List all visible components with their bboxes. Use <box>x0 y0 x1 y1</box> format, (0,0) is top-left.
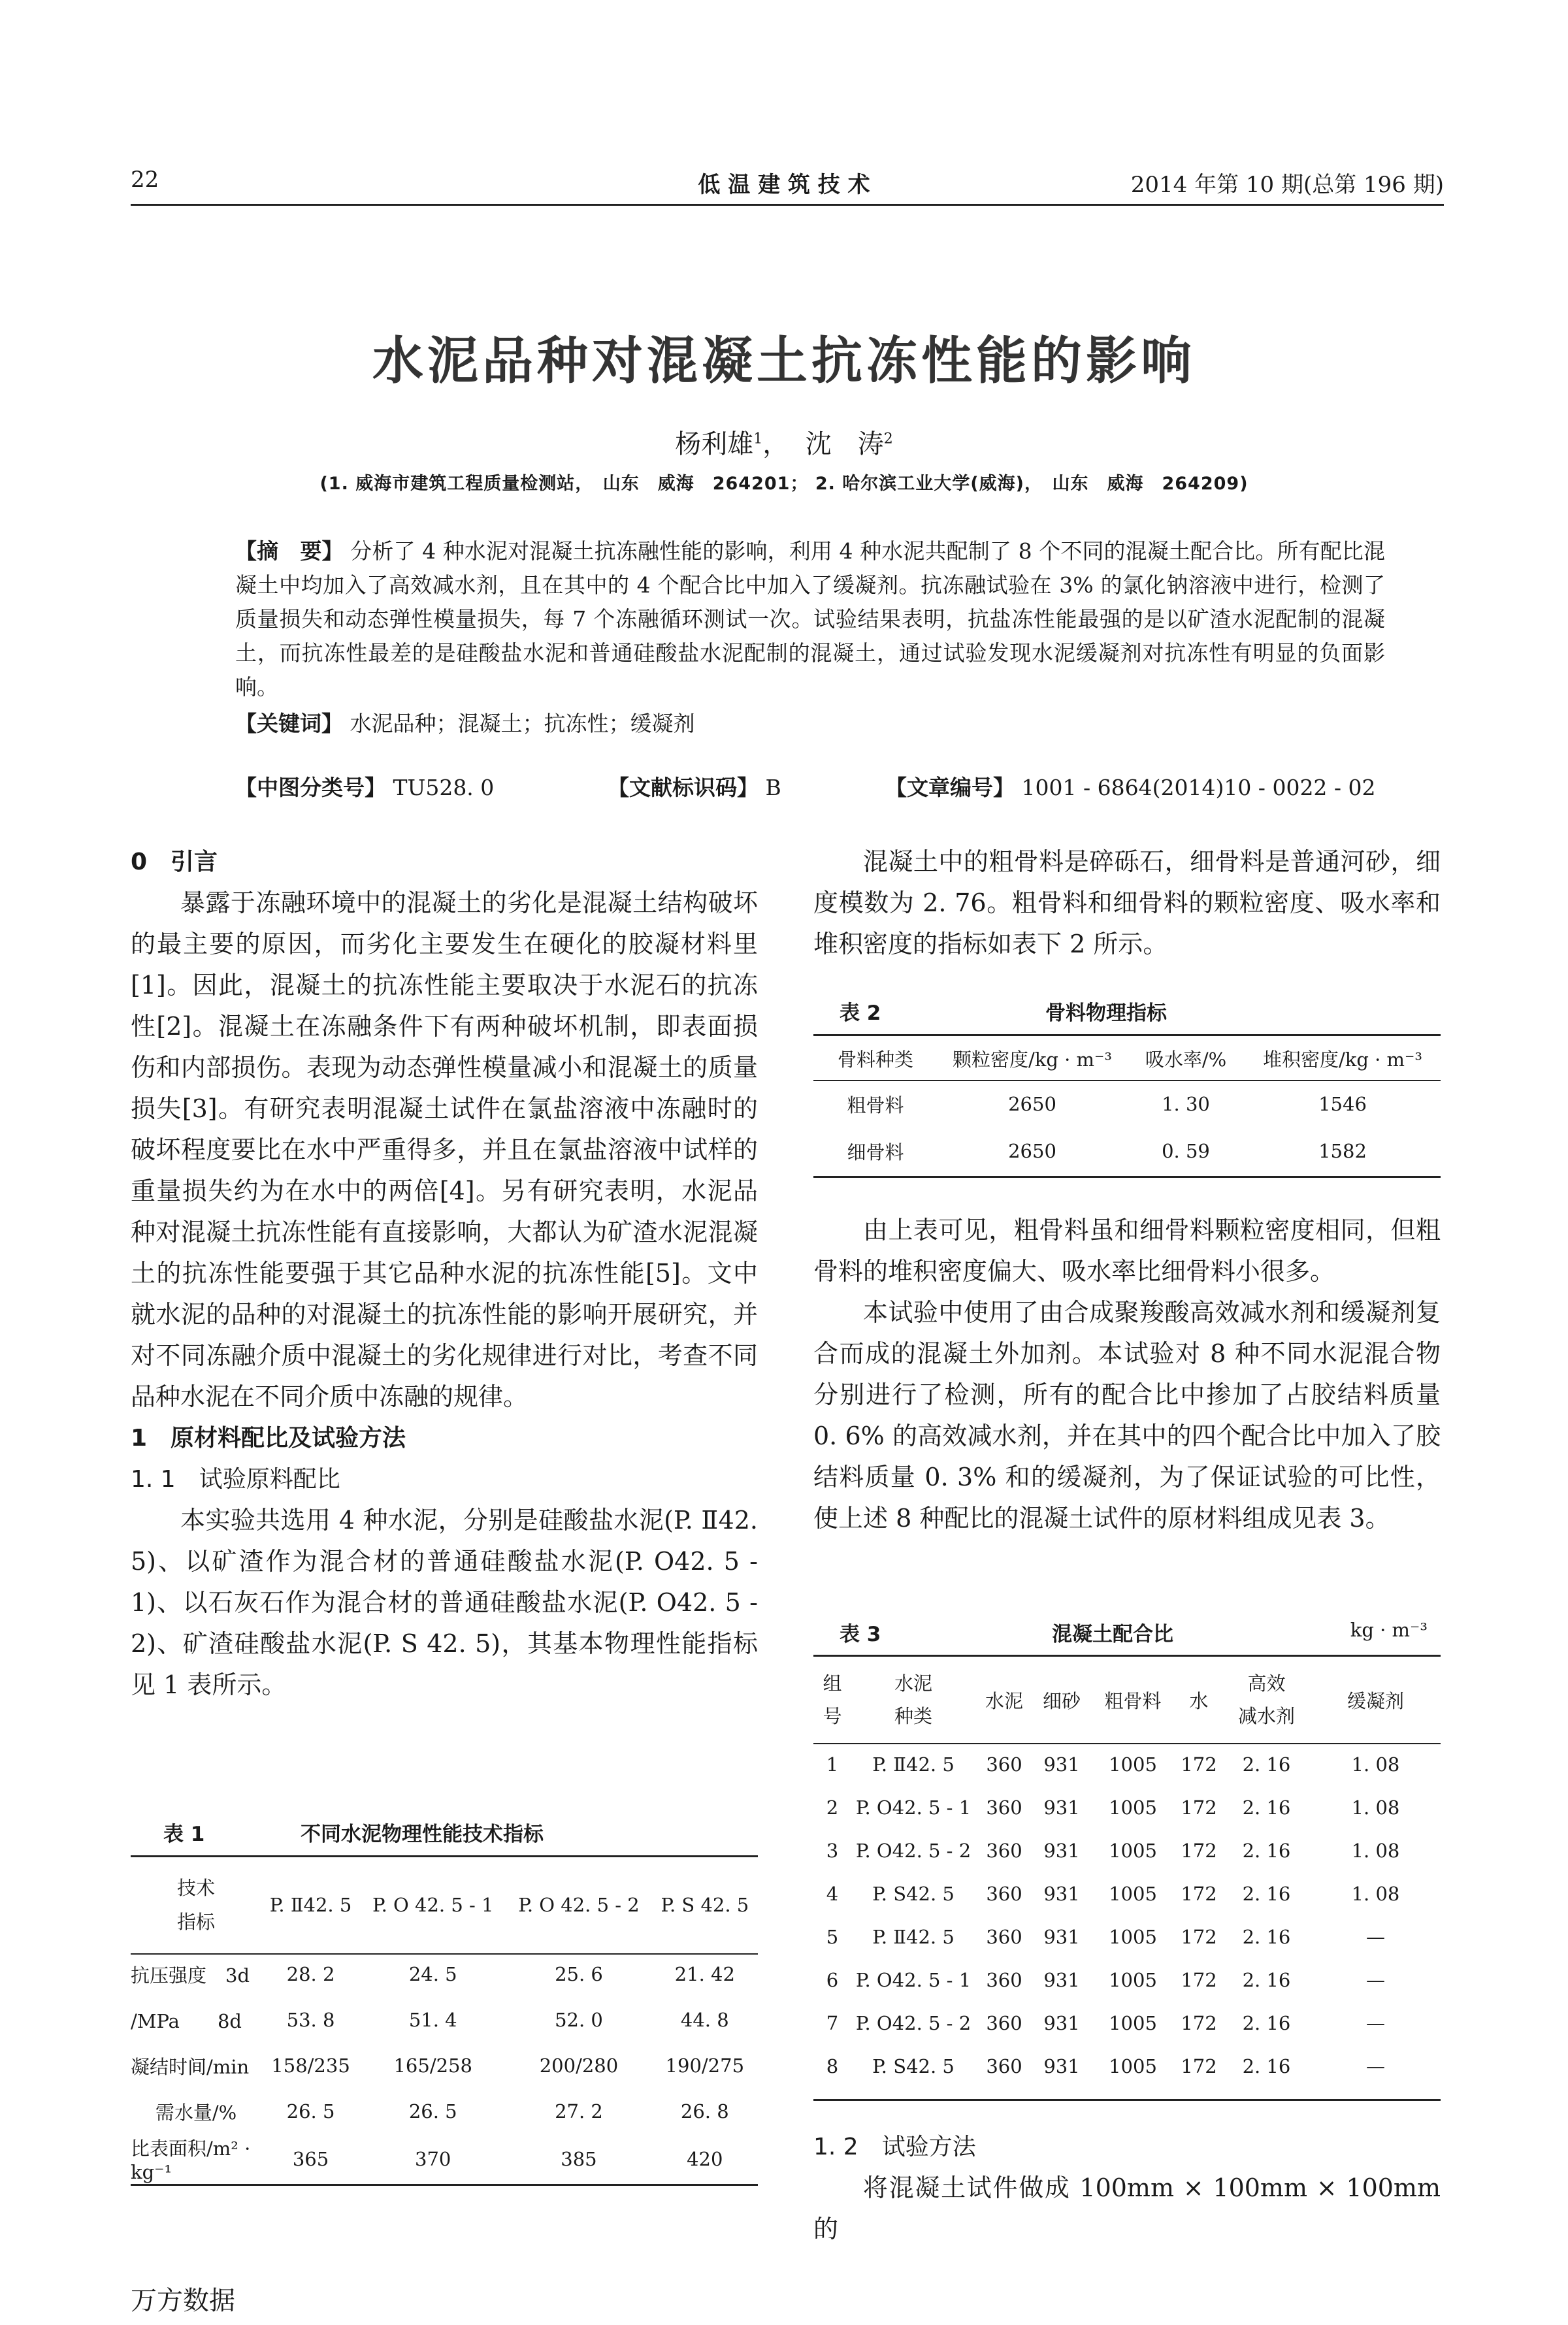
table3-cell: 2. 16 <box>1242 1753 1291 1776</box>
table3-cell: 1005 <box>1109 1926 1157 1948</box>
table3-cell: P. O42. 5 - 1 <box>855 1969 972 1991</box>
table3-cell: 7 <box>826 2012 839 2034</box>
clc <box>235 771 494 802</box>
table3-header-line: 组 <box>823 1672 842 1695</box>
table2-cell: 2650 <box>1008 1093 1056 1115</box>
table3-cell: P. Ⅱ42. 5 <box>872 1926 955 1948</box>
table1-header-row <box>131 1859 758 1951</box>
table1-item-header-2: 指标 <box>176 1911 215 1933</box>
table3-cell: — <box>1366 1926 1385 1948</box>
table3-cell: 1 <box>826 1753 839 1776</box>
table2 <box>813 1036 1441 1175</box>
table1-cell: 165/258 <box>393 2055 472 2077</box>
table1-cell: 27. 2 <box>555 2100 603 2122</box>
table3-header-line: 号 <box>823 1705 842 1727</box>
section-1-2-heading: 1. 2 试验方法 <box>813 2134 976 2160</box>
table3-cell: 4 <box>826 1883 839 1905</box>
table2-cell: 粗骨料 <box>847 1094 904 1116</box>
table3-cell: 931 <box>1043 1753 1080 1776</box>
table3-cell: 2. 16 <box>1242 1797 1291 1819</box>
table-row <box>131 2089 758 2134</box>
table3-cell: P. O42. 5 - 1 <box>855 1797 972 1819</box>
doc-code-label: 【文献标识码】 <box>608 775 759 800</box>
table3-cell: 2 <box>826 1797 839 1819</box>
table3-header <box>1222 1657 1311 1743</box>
table3-cell: 172 <box>1181 1753 1217 1776</box>
table3-cell: 2. 16 <box>1242 2012 1291 2034</box>
table1-item-header-1: 技术 <box>176 1877 215 1899</box>
table-row <box>813 1872 1441 1915</box>
table2-number: 表 2 <box>840 1001 881 1025</box>
abstract-label: 【摘 要】 <box>235 538 344 564</box>
journal-name: 低 温 建 筑 技 术 <box>698 172 870 198</box>
table1-top-rule <box>131 1855 758 1857</box>
table3-cell: 360 <box>986 1753 1022 1776</box>
table1-cell: 28. 2 <box>286 1963 335 1985</box>
table2-header-row <box>813 1036 1441 1081</box>
page-number: 22 <box>131 167 159 193</box>
table-row <box>131 2043 758 2089</box>
table3-header-line: 种类 <box>894 1705 932 1727</box>
table3-header: 水泥 <box>985 1689 1023 1712</box>
article-number-value: 1001 - 6864(2014)10 - 0022 - 02 <box>1021 775 1376 800</box>
doc-code-value: B <box>765 775 781 800</box>
table3-header: 缓凝剂 <box>1347 1689 1404 1712</box>
table1-cell: 370 <box>415 2147 451 2170</box>
section-1-heading: 1 原材料配比及试验方法 <box>131 1425 406 1452</box>
table3-cell: 931 <box>1043 1840 1080 1862</box>
table3-header-line: 水泥 <box>894 1672 932 1695</box>
table1-row-label: 凝结时间/min <box>131 2055 250 2078</box>
table3-cell: P. O42. 5 - 2 <box>855 2012 972 2034</box>
table1-cell: 24. 5 <box>408 1963 457 1985</box>
right-column-bottom <box>813 2126 1441 2250</box>
table1-cell: 190/275 <box>665 2055 745 2077</box>
table1-header: P. S 42. 5 <box>661 1894 749 1916</box>
table-row <box>813 1959 1441 2002</box>
table2-title: 骨料物理指标 <box>1045 1001 1167 1025</box>
table3-cell: 172 <box>1181 1797 1217 1819</box>
table3-header-line: 高效 <box>1247 1672 1286 1695</box>
table1-cell: 200/280 <box>539 2055 619 2077</box>
table1-cell: 26. 5 <box>286 2100 335 2122</box>
table1-cell: 26. 8 <box>680 2100 729 2122</box>
intro-paragraph: 暴露于冻融环境中的混凝土的劣化是混凝土结构破坏的最主要的原因，而劣化主要发生在硬化的胶凝材料里[1]。因此，混凝土的抗冻性能主要取决于水泥石的抗冻性[2]。混凝土在冻融条件下有两种破坏机制，即表面损伤和内部损伤。表现为动态弹性模量减小和混凝土的质量损失[3]。有研究表明混凝土试件在氯盐溶液中冻融时的破坏程度要比在水中严重得多，并且在氯盐溶液中试样的重量损失约为在水中的两倍[4]。另有研究表明，水泥品种对混凝土抗冻性能有直接影响，大都认为矿渣水泥混凝土的抗冻性能要强于其它品种水泥的抗冻性能[5]。文中就水泥的品种的对混凝土的抗冻性能的影响开展研究，并对不同冻融介质中混凝土的劣化规律进行对比，考查不同品种水泥在不同介质中冻融的规律。 <box>131 888 758 1411</box>
table1-row-label: 需水量/% <box>155 2101 237 2124</box>
table1-row-label: /MPa 8d <box>131 2009 242 2032</box>
abstract <box>235 534 1385 741</box>
table1-row-label: 抗压强度 3d <box>131 1964 250 1987</box>
table3-bottom-rule <box>813 2099 1441 2101</box>
table3-header-line: 减水剂 <box>1237 1705 1295 1727</box>
table-row <box>813 1743 1441 1786</box>
table3-cell: 2. 16 <box>1242 1883 1291 1905</box>
table-row <box>813 1829 1441 1872</box>
table-row <box>813 2002 1441 2045</box>
table3-cell: 3 <box>826 1840 839 1862</box>
table3-cell: 1005 <box>1109 2012 1157 2034</box>
table3-cell: 931 <box>1043 1797 1080 1819</box>
article-title: 水泥品种对混凝土抗冻性能的影响 <box>372 332 1196 391</box>
table-row <box>131 1951 758 1997</box>
aggregate-comparison-paragraph: 由上表可见，粗骨料虽和细骨料颗粒密度相同，但粗骨料的堆积密度偏大、吸水率比细骨料小很多。 <box>813 1216 1441 1286</box>
table2-header: 吸水率/% <box>1145 1048 1227 1071</box>
table3-cell: 1005 <box>1109 2055 1157 2077</box>
table3-cell: 172 <box>1181 2055 1217 2077</box>
table1-number: 表 1 <box>163 1823 205 1846</box>
table3-cell: 931 <box>1043 2012 1080 2034</box>
keywords-label: 【关键词】 <box>235 711 343 736</box>
table3-cell: 1005 <box>1109 1969 1157 1991</box>
table1-cell: 53. 8 <box>286 2009 335 2031</box>
table2-cell: 1546 <box>1318 1093 1367 1115</box>
table2-header: 颗粒密度/kg · m⁻³ <box>953 1048 1112 1071</box>
table3-header: 粗骨料 <box>1104 1689 1162 1712</box>
table-row <box>813 1081 1441 1128</box>
table-row <box>813 1786 1441 1829</box>
table3-cell: 6 <box>826 1969 839 1991</box>
author-1: 杨利雄 <box>675 429 754 459</box>
table-row <box>131 2134 758 2183</box>
table1-cell: 25. 6 <box>555 1963 603 1985</box>
clc-label: 【中图分类号】 <box>235 775 386 800</box>
table3-cell: 1. 08 <box>1351 1883 1400 1905</box>
table3-cell: P. S42. 5 <box>872 1883 955 1905</box>
table3-cell: 1. 08 <box>1351 1797 1400 1819</box>
table3-cell: — <box>1366 2055 1385 2077</box>
right-column-middle <box>813 1210 1441 1539</box>
keywords <box>235 707 1385 741</box>
table3-cell: 2. 16 <box>1242 2055 1291 2077</box>
table3-cell: 172 <box>1181 1840 1217 1862</box>
header-rule <box>131 204 1444 206</box>
table3 <box>813 1657 1441 2088</box>
table3-cell: 1005 <box>1109 1753 1157 1776</box>
table3-cell: 1005 <box>1109 1883 1157 1905</box>
table3-cell: 172 <box>1181 1969 1217 1991</box>
table3-cell: 931 <box>1043 1969 1080 1991</box>
table3-header <box>813 1657 851 1743</box>
table1-item-header <box>131 1859 261 1951</box>
table3-cell: — <box>1366 2012 1385 2034</box>
table3-cell: 360 <box>986 1969 1022 1991</box>
table1-header: P. O 42. 5 - 1 <box>372 1894 494 1916</box>
section-1-1-heading: 1. 1 试验原料配比 <box>131 1466 340 1493</box>
table1-cell: 365 <box>292 2147 329 2170</box>
table3-cell: 2. 16 <box>1242 1969 1291 1991</box>
affiliation: (1. 威海市建筑工程质量检测站， 山东 威海 264201； 2. 哈尔滨工业大学(威海)， 山东 威海 264209) <box>319 474 1249 494</box>
table3-cell: 1005 <box>1109 1797 1157 1819</box>
table2-bottom-rule <box>813 1176 1441 1178</box>
table3-cell: 360 <box>986 1883 1022 1905</box>
table3-cell: 360 <box>986 2012 1022 2034</box>
table3-cell: 172 <box>1181 2012 1217 2034</box>
table2-cell: 1582 <box>1318 1140 1367 1162</box>
table3-title: 混凝土配合比 <box>1052 1623 1173 1646</box>
author-2-sup: 2 <box>883 431 893 447</box>
table3-cell: 1005 <box>1109 1840 1157 1862</box>
article-number-label: 【文章编号】 <box>885 775 1015 800</box>
author-1-sup: 1 <box>753 431 763 447</box>
table3-header <box>851 1657 975 1743</box>
table3-cell: 172 <box>1181 1926 1217 1948</box>
table2-cell: 2650 <box>1008 1140 1056 1162</box>
table1-cell: 51. 4 <box>408 2009 457 2031</box>
table2-cell: 0. 59 <box>1162 1140 1210 1162</box>
author-2: 沈 涛 <box>805 429 884 459</box>
right-column-top <box>813 841 1441 965</box>
table3-cell: — <box>1366 1969 1385 1991</box>
table1-header: P. Ⅱ42. 5 <box>269 1894 352 1916</box>
table1-cell: 158/235 <box>271 2055 350 2077</box>
abstract-text: 分析了 4 种水泥对混凝土抗冻融性能的影响，利用 4 种水泥共配制了 8 个不同的混凝土配合比。所有配比混凝土中均加入了高效减水剂，且在其中的 4 个配合比中加入了缓凝剂。抗冻融试验在 3% 的氯化钠溶液中进行，检测了质量损失和动态弹性模量损失，每 7 个冻融循环测试一次。试验结果表明，抗盐冻性能最强的是以矿渣水泥配制的混凝土，而抗冻性最差的是硅酸盐水泥和普通硅酸盐水泥配制的混凝土，通过试验发现水泥缓凝剂对抗冻性有明显的负面影响。 <box>235 538 1385 700</box>
table3-cell: 360 <box>986 1840 1022 1862</box>
table1-bottom-rule <box>131 2184 758 2186</box>
table1-cell: 44. 8 <box>680 2009 729 2031</box>
table1-cell: 21. 42 <box>674 1963 735 1985</box>
table-row <box>813 1915 1441 1959</box>
admixture-paragraph: 本试验中使用了由合成聚羧酸高效减水剂和缓凝剂复合而成的混凝土外加剂。本试验对 8 种不同水泥混合物分别进行了检测，所有的配合比中掺加了占胶结料质量 0. 6% 的高效减水剂，并在其中的四个配合比中加入了胶结料质量 0. 3% 和的缓凝剂，为了保证试验的可比性，使上述 8 种配比的混凝土试件的原材料组成见表 3。 <box>813 1298 1441 1533</box>
table1 <box>131 1859 758 2183</box>
table1-cell: 420 <box>687 2147 723 2170</box>
authors: 杨利雄$^1$， 沈 涛$^2$ <box>675 429 893 459</box>
table3-cell: 8 <box>826 2055 839 2077</box>
aggregate-paragraph: 混凝土中的粗骨料是碎砾石，细骨料是普通河砂，细度模数为 2. 76。粗骨料和细骨料的颗粒密度、吸水率和堆积密度的指标如表下 2 所示。 <box>813 847 1441 958</box>
table3-cell: 360 <box>986 2055 1022 2077</box>
table3-header: 细砂 <box>1042 1689 1081 1712</box>
table3-cell: 931 <box>1043 1926 1080 1948</box>
issue-info: 2014 年第 10 期(总第 196 期) <box>1130 172 1444 198</box>
table3-cell: 2. 16 <box>1242 1840 1291 1862</box>
table3-number: 表 3 <box>840 1623 881 1646</box>
table3-cell: 2. 16 <box>1242 1926 1291 1948</box>
table1-row-label: 比表面积/m² · kg⁻¹ <box>131 2138 251 2183</box>
table3-cell: 172 <box>1181 1883 1217 1905</box>
section-0-heading: 0 引言 <box>131 849 218 875</box>
table-row <box>131 1997 758 2043</box>
method-paragraph: 将混凝土试件做成 100mm × 100mm × 100mm 的 <box>813 2173 1441 2243</box>
keywords-text: 水泥品种；混凝土；抗冻性；缓凝剂 <box>350 711 695 736</box>
table3-cell: 360 <box>986 1926 1022 1948</box>
table3-cell: P. Ⅱ42. 5 <box>872 1753 955 1776</box>
article-number <box>885 771 1376 802</box>
table2-cell: 细骨料 <box>847 1141 904 1163</box>
doc-code <box>608 771 781 802</box>
left-column <box>131 841 758 1706</box>
table1-header: P. O 42. 5 - 2 <box>518 1894 640 1916</box>
table3-cell: 1. 08 <box>1351 1753 1400 1776</box>
table-row <box>813 2045 1441 2088</box>
table3-cell: P. S42. 5 <box>872 2055 955 2077</box>
table1-cell: 385 <box>561 2147 597 2170</box>
clc-value: TU528. 0 <box>393 775 495 800</box>
table1-title: 不同水泥物理性能技术指标 <box>301 1823 544 1846</box>
table3-unit: kg · m⁻³ <box>1350 1619 1428 1641</box>
table3-header: 水 <box>1189 1689 1209 1712</box>
source-watermark: 万方数据 <box>131 2286 235 2316</box>
table3-cell: P. O42. 5 - 2 <box>855 1840 972 1862</box>
table3-cell: 1. 08 <box>1351 1840 1400 1862</box>
materials-paragraph: 本实验共选用 4 种水泥，分别是硅酸盐水泥(P. Ⅱ42. 5)、以矿渣作为混合材的普通硅酸盐水泥(P. O42. 5 - 1)、以石灰石作为混合材的普通硅酸盐水泥(P. O42. 5 - 2)、矿渣硅酸盐水泥(P. S 42. 5)，其基本物理性能指标见 1 表所示。 <box>131 1506 758 1699</box>
table3-cell: 931 <box>1043 1883 1080 1905</box>
table3-header-row <box>813 1657 1441 1743</box>
table2-header: 堆积密度/kg · m⁻³ <box>1263 1048 1422 1071</box>
table2-cell: 1. 30 <box>1162 1093 1210 1115</box>
table1-cell: 52. 0 <box>555 2009 603 2031</box>
table-row <box>813 1128 1441 1175</box>
table3-cell: 931 <box>1043 2055 1080 2077</box>
table1-cell: 26. 5 <box>408 2100 457 2122</box>
table3-cell: 360 <box>986 1797 1022 1819</box>
table3-cell: 5 <box>826 1926 839 1948</box>
table2-header: 骨料种类 <box>837 1048 913 1071</box>
